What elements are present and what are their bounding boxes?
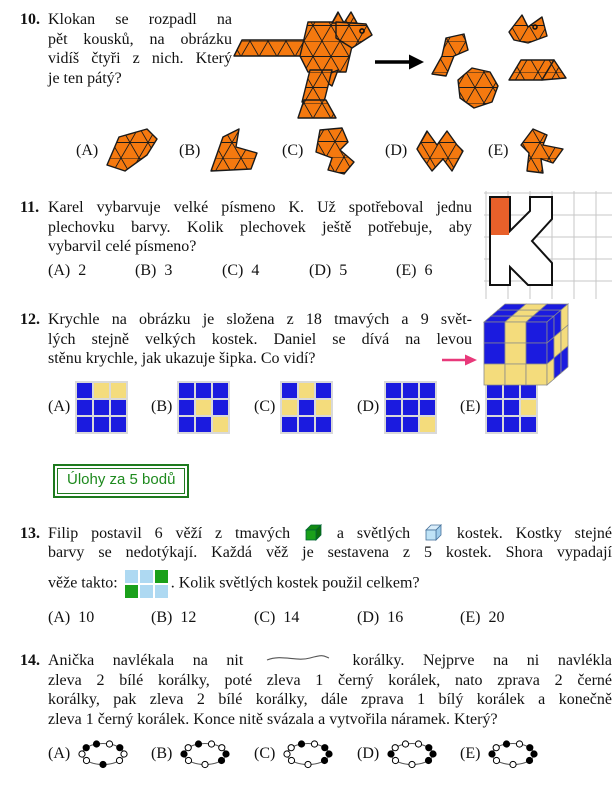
face-grid-d (384, 381, 437, 434)
option-12-b: (B) (151, 381, 254, 434)
section-badge: Úlohy za 5 bodů (57, 468, 185, 494)
problem-13-options (48, 608, 612, 628)
piece-option-b (205, 127, 261, 175)
option-10-b (179, 127, 282, 175)
pink-arrow-icon (465, 355, 477, 366)
problem-13 (20, 524, 612, 628)
option-10-d (385, 127, 488, 175)
option-14-e: (E) (460, 738, 541, 770)
piece-option-d (412, 127, 468, 175)
option-13-b: (B) 12 (151, 608, 197, 626)
option-14-d: (D) (357, 738, 460, 770)
kangaroo-pieces-image (232, 10, 612, 122)
painted-cell (491, 198, 509, 235)
bracelet-d (384, 738, 440, 770)
problem-10 (20, 10, 612, 176)
option-label: (A) (76, 142, 99, 160)
problem-10-options (76, 126, 612, 176)
thread-icon (266, 653, 330, 663)
cube-image (440, 302, 572, 392)
problem-14-number: 14. (20, 652, 40, 670)
problem-11-text: Karel vybarvuje velké písmeno K. Už spotřeboval jednu plechovku barvy. Kolik plechovek ještě potřebuje, aby vybarvil celé písmeno? (48, 199, 472, 256)
problem-10-number: 10. (20, 11, 40, 28)
option-12-c: (C) (254, 381, 357, 434)
face-grid-c (280, 381, 333, 434)
problem-13-line2: barvy se nedotýkají. Každá věž je sestavena z 5 kostek. Shora vypadají (48, 544, 612, 562)
problem-13-line3: věže takto: . Kolik světlých kostek použil celkem? (48, 569, 612, 599)
option-11-b: (B) 3 (135, 261, 173, 279)
option-11-e: (E) 6 (396, 261, 433, 279)
option-label: (C) (282, 142, 304, 160)
bracelet-a (75, 738, 131, 770)
bracelet-e (485, 738, 541, 770)
problem-14-line1: Anička navlékala na nit korálky. Nejprve na ni navlékla (48, 652, 612, 670)
piece-option-a (103, 127, 161, 175)
kangaroo-figure (232, 10, 612, 122)
problem-14-line2: zleva 2 bílé korálky, poté zleva 1 černý korálek, nato zprava 2 černé (48, 671, 612, 689)
option-13-c: (C) 14 (254, 608, 300, 626)
option-12-a: (A) (48, 381, 151, 434)
option-12-d: (D) (357, 381, 460, 434)
option-14-a: (A) (48, 738, 151, 770)
letter-k-figure (484, 191, 612, 299)
problem-12 (20, 310, 612, 434)
piece-option-c (308, 126, 360, 176)
problem-14-line4: zleva 1 černý korálek. Konce nitě svázala a vytvořila náramek. Který? (48, 711, 498, 728)
option-label: (D) (385, 142, 408, 160)
option-14-b: (B) (151, 738, 254, 770)
problem-13-number: 13. (20, 524, 40, 542)
problem-14 (20, 651, 612, 769)
dark-cube-icon (305, 524, 322, 541)
bracelet-b (177, 738, 233, 770)
problem-10-text: Klokan se rozpadl na pět kousků, na obrázku vidíš čtyři z nich. Který je ten pátý? (48, 11, 232, 87)
option-10-a (76, 127, 179, 175)
face-grid-a (75, 381, 128, 434)
option-label: (E) (488, 142, 509, 160)
cube-figure (440, 302, 572, 392)
option-10-c (282, 126, 385, 176)
towers-top-view (124, 569, 169, 599)
problem-14-options (48, 738, 612, 770)
option-11-d: (D) 5 (309, 261, 348, 279)
light-cube-icon (425, 524, 442, 541)
option-13-e: (E) 20 (460, 608, 505, 626)
option-10-e (488, 127, 567, 175)
problem-13-line1: Filip postavil 6 věží z tmavých a světlých kostek. Kostky stejné (48, 524, 612, 542)
option-11-a: (A) 2 (48, 261, 87, 279)
letter-k-image (484, 191, 612, 299)
arrow-right-icon (375, 55, 424, 70)
option-13-a: (A) 10 (48, 608, 95, 626)
option-12-e: (E) (460, 381, 538, 434)
option-label: (B) (179, 142, 201, 160)
problem-14-line3: korálky, pak zleva 2 bílé korálky, dále zprava 1 bílý korálek a konečně (48, 691, 612, 709)
problem-12-text: Krychle na obrázku je složena z 18 tmavých a 9 svět- lých stejně velkých kostek. Daniel se dívá na levou stěnu krychle, jak ukazuje šipka. Co vidí? (48, 311, 472, 368)
problem-11-number: 11. (20, 199, 40, 216)
piece-option-e (513, 127, 567, 175)
face-grid-b (177, 381, 230, 434)
option-11-c: (C) 4 (222, 261, 260, 279)
option-13-d: (D) 16 (357, 608, 404, 626)
option-14-c: (C) (254, 738, 357, 770)
problem-11 (20, 198, 612, 280)
problem-12-number: 12. (20, 311, 40, 329)
bracelet-c (280, 738, 336, 770)
